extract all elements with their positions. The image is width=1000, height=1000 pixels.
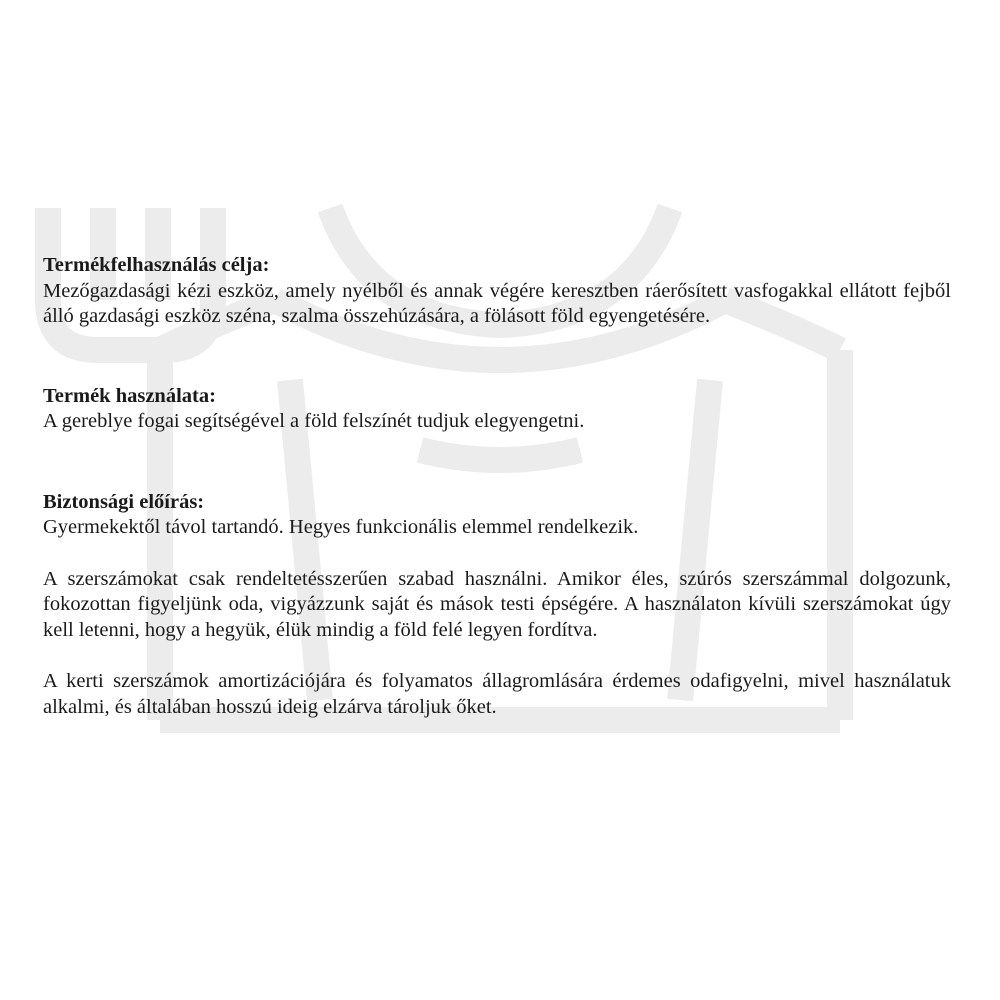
section-text: Gyermekektől távol tartandó. Hegyes funkcionális elemmel rendelkezik. xyxy=(43,516,639,538)
section-heading: Termék használata: xyxy=(43,384,216,407)
section-safety xyxy=(43,490,951,541)
document-body xyxy=(43,253,951,720)
section-text: Mezőgazdasági kézi eszköz, amely nyélből és annak végére keresztben ráerősített vasfogakkal ellátott fejből álló gazdasági eszköz széna, szalma összehúzására, a fölásott föld egyengetésére. xyxy=(43,279,951,327)
section-product-usage xyxy=(43,384,951,435)
section-text: A gereblye fogai segítségével a föld felszínét tudjuk elegyengetni. xyxy=(43,410,585,432)
section-product-purpose xyxy=(43,253,951,330)
section-heading: Biztonsági előírás: xyxy=(43,490,205,513)
maintenance-paragraph: A kerti szerszámok amortizációjára és folyamatos állagromlására érdemes odafigyelni, mivel használatuk alkalmi, és általában hosszú ideig elzárva tároljuk őket. xyxy=(43,670,951,718)
safety-paragraph: A szerszámokat csak rendeltetésszerűen szabad használni. Amikor éles, szúrós szerszámmal dolgozunk, fokozottan figyeljünk oda, vigyázzunk saját és mások testi épségére. A használaton kívüli szerszámokat úgy kell letenni, hogy a hegyük, élük mindig a föld felé legyen fordítva. xyxy=(43,567,951,641)
section-heading: Termékfelhasználás célja: xyxy=(43,254,270,276)
